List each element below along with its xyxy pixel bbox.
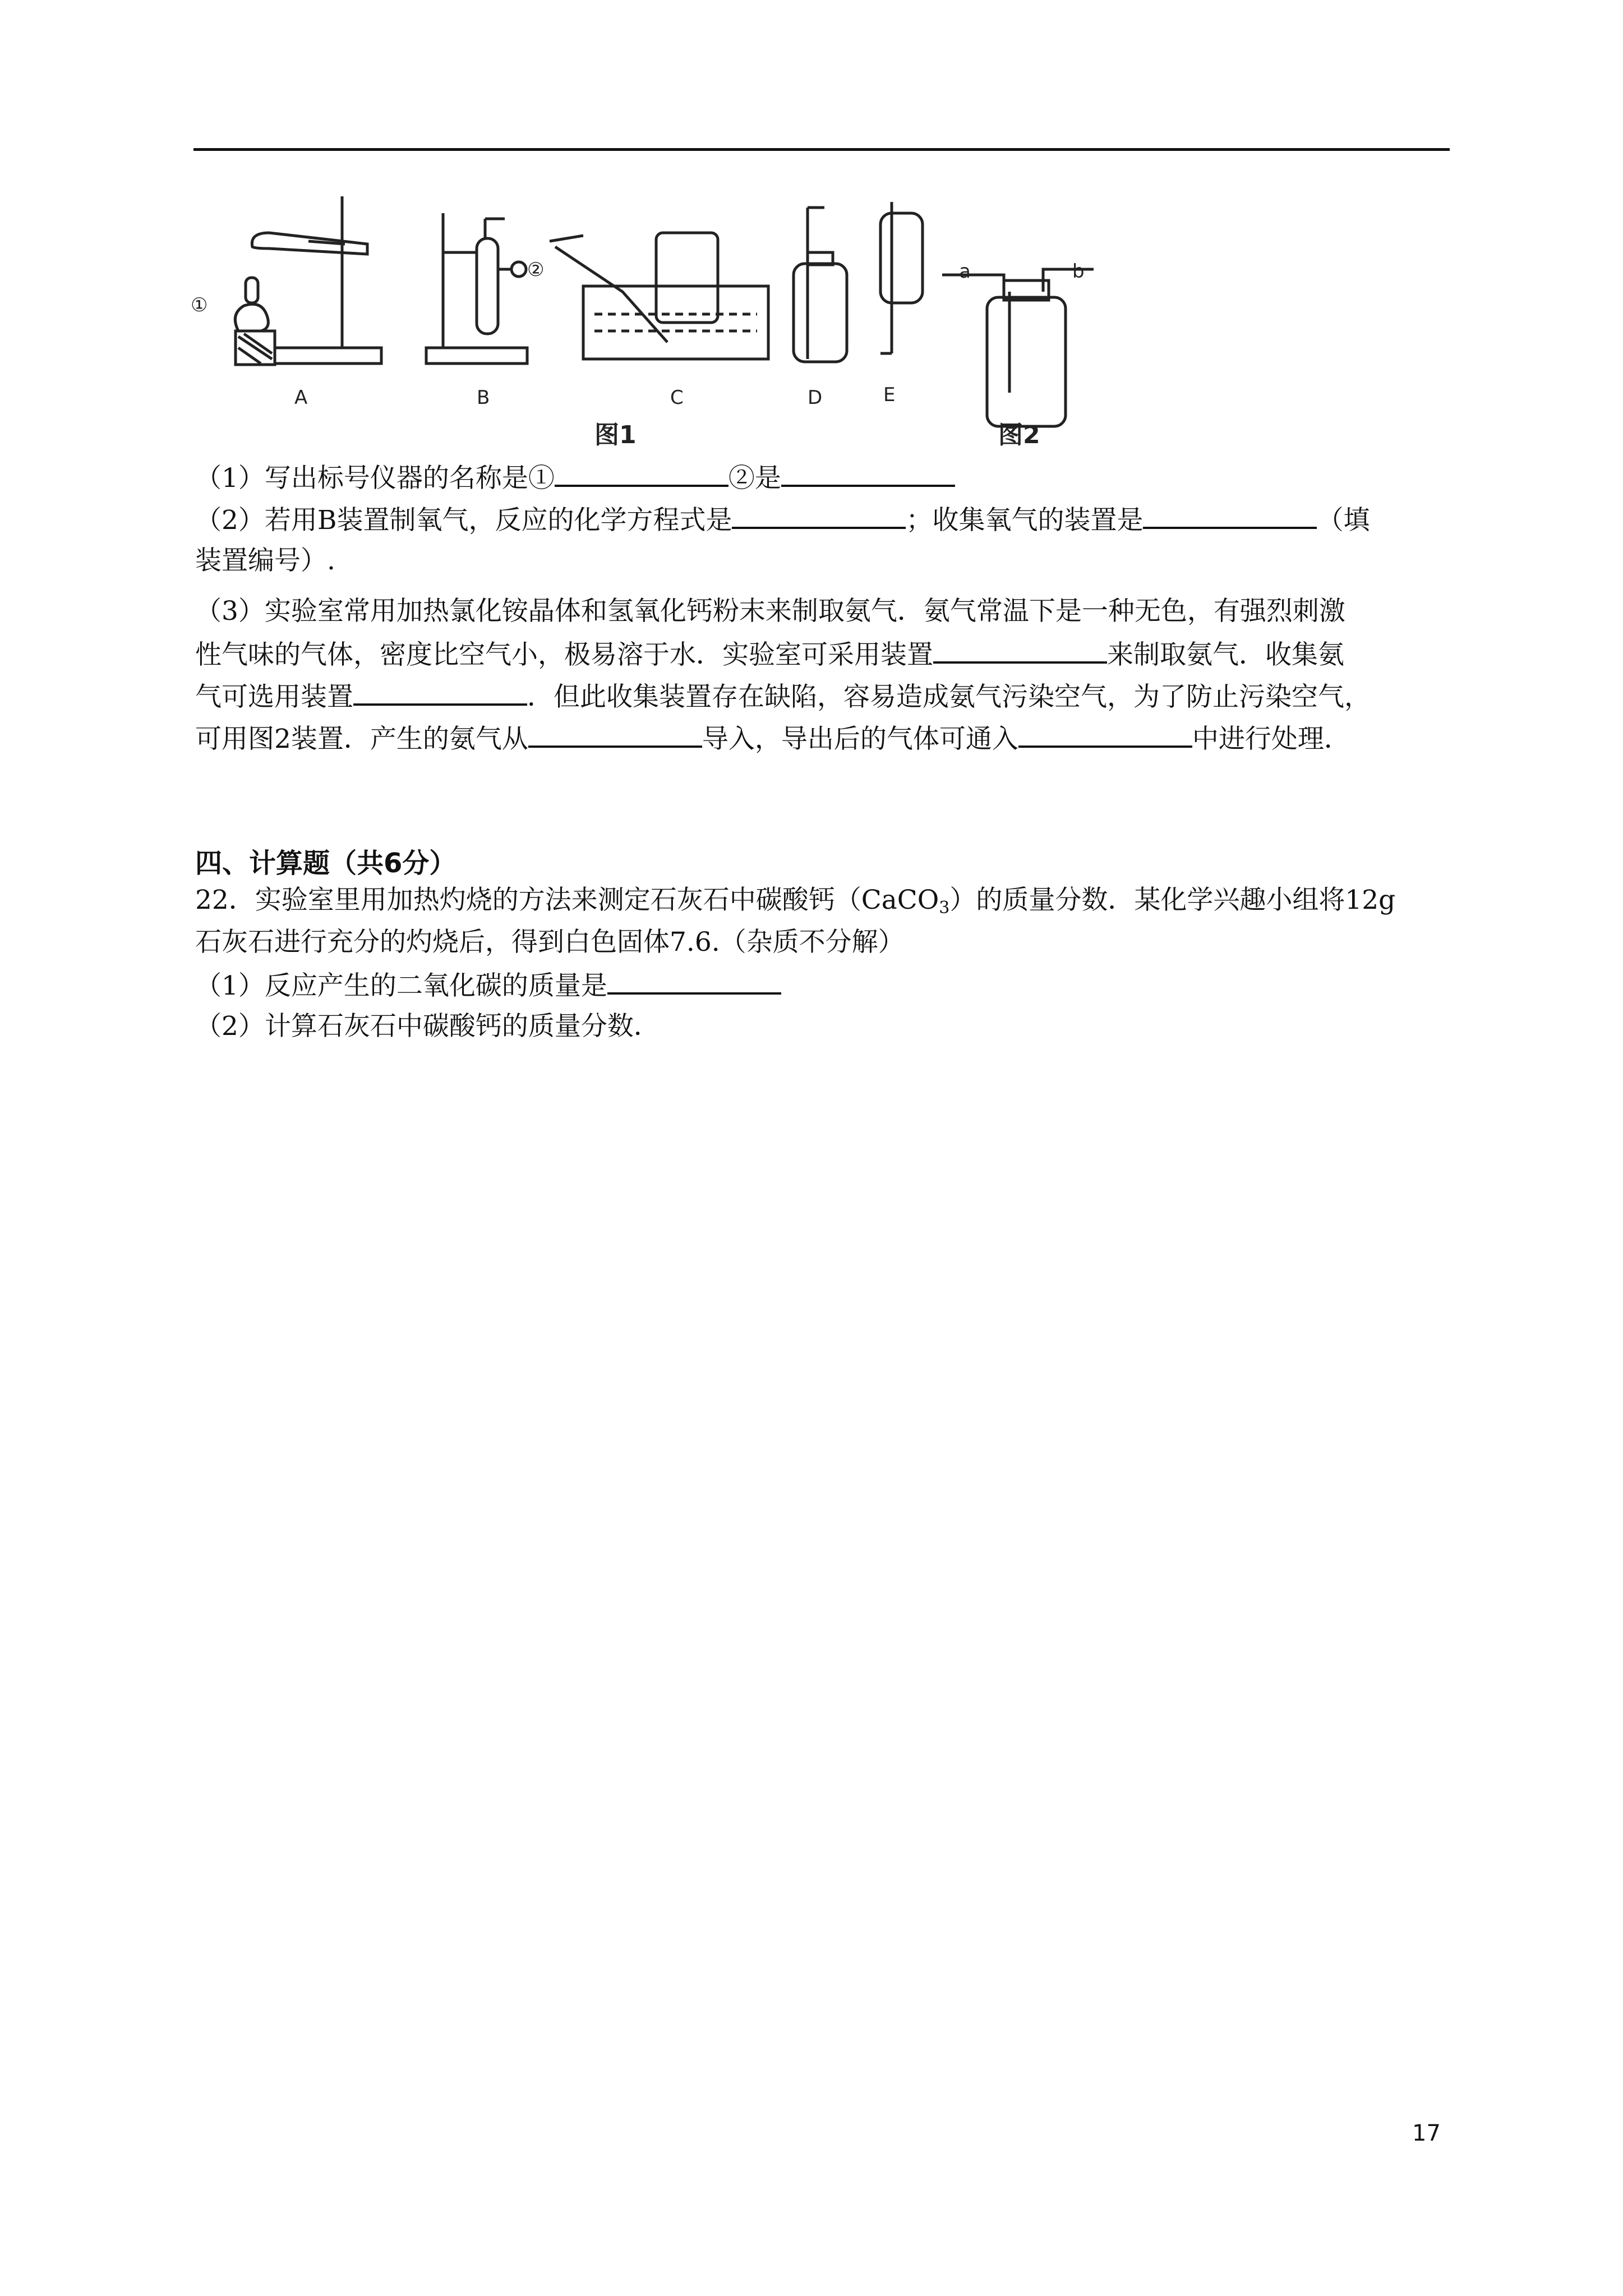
question-3-line2: 性气味的气体，密度比空气小，极易溶于水．实验室可采用装置 来制取氨气．收集氨 [195,637,1344,672]
label-e: E [883,384,896,406]
section-4-title: 四、计算题（共6分） [195,848,457,879]
apparatus-a [235,196,381,365]
question-2: （2）若用B装置制氧气，反应的化学方程式是 ；收集氧气的装置是 （填 [195,502,1370,537]
apparatus-b [426,213,527,364]
caption-fig1: 图1 [594,421,637,449]
port-a: a [959,260,971,283]
answer-blank-1b[interactable] [781,460,955,487]
label-a: A [294,386,308,409]
top-rule [193,148,1450,151]
answer-blank-3d[interactable] [1018,721,1192,748]
question-2-cont: 装置编号）. [195,545,335,576]
apparatus-e [880,202,923,353]
marker-1: ① [191,294,208,316]
question-22-part2: （2）计算石灰石中碳酸钙的质量分数． [195,1011,660,1042]
label-b: B [477,386,490,409]
caption-fig2: 图2 [998,421,1040,449]
question-3-line1: （3）实验室常用加热氯化铵晶体和氢氧化钙粉末来制取氨气．氨气常温下是一种无色，有强烈刺激 [195,596,1345,627]
apparatus-figure [191,185,1144,454]
apparatus-fig2 [942,269,1094,426]
apparatus-c [550,233,768,359]
question-22-line2: 石灰石进行充分的灼烧后，得到白色固体7.6.（杂质不分解） [195,927,905,958]
question-3-line3: 气可选用装置 ．但此收集装置存在缺陷，容易造成氨气污染空气，为了防止污染空气， [195,679,1371,714]
question-1: （1）写出标号仪器的名称是① ②是 [195,460,955,495]
apparatus-diagram [191,185,1144,454]
label-d: D [808,386,823,409]
answer-blank-3c[interactable] [528,721,702,748]
answer-blank-22[interactable] [607,968,781,995]
answer-blank-3a[interactable] [933,637,1107,664]
question-22-line1: 22．实验室里用加热灼烧的方法来测定石灰石中碳酸钙（CaCO$_3$）的质量分数．某化学兴趣小组将12g [195,885,1396,918]
page-number: 17 [1412,2120,1441,2146]
answer-blank-1a[interactable] [555,460,728,487]
answer-blank-2a[interactable] [732,502,906,529]
question-22-part1: （1）反应产生的二氧化碳的质量是 [195,968,781,1003]
label-c: C [670,386,684,409]
marker-2: ② [527,259,545,281]
apparatus-d [794,208,847,362]
answer-blank-3b[interactable] [353,679,527,706]
question-3-line4: 可用图2装置．产生的氨气从 导入，导出后的气体可通入 中进行处理． [195,721,1350,756]
answer-blank-2b[interactable] [1143,502,1317,529]
port-b: b [1072,260,1085,283]
